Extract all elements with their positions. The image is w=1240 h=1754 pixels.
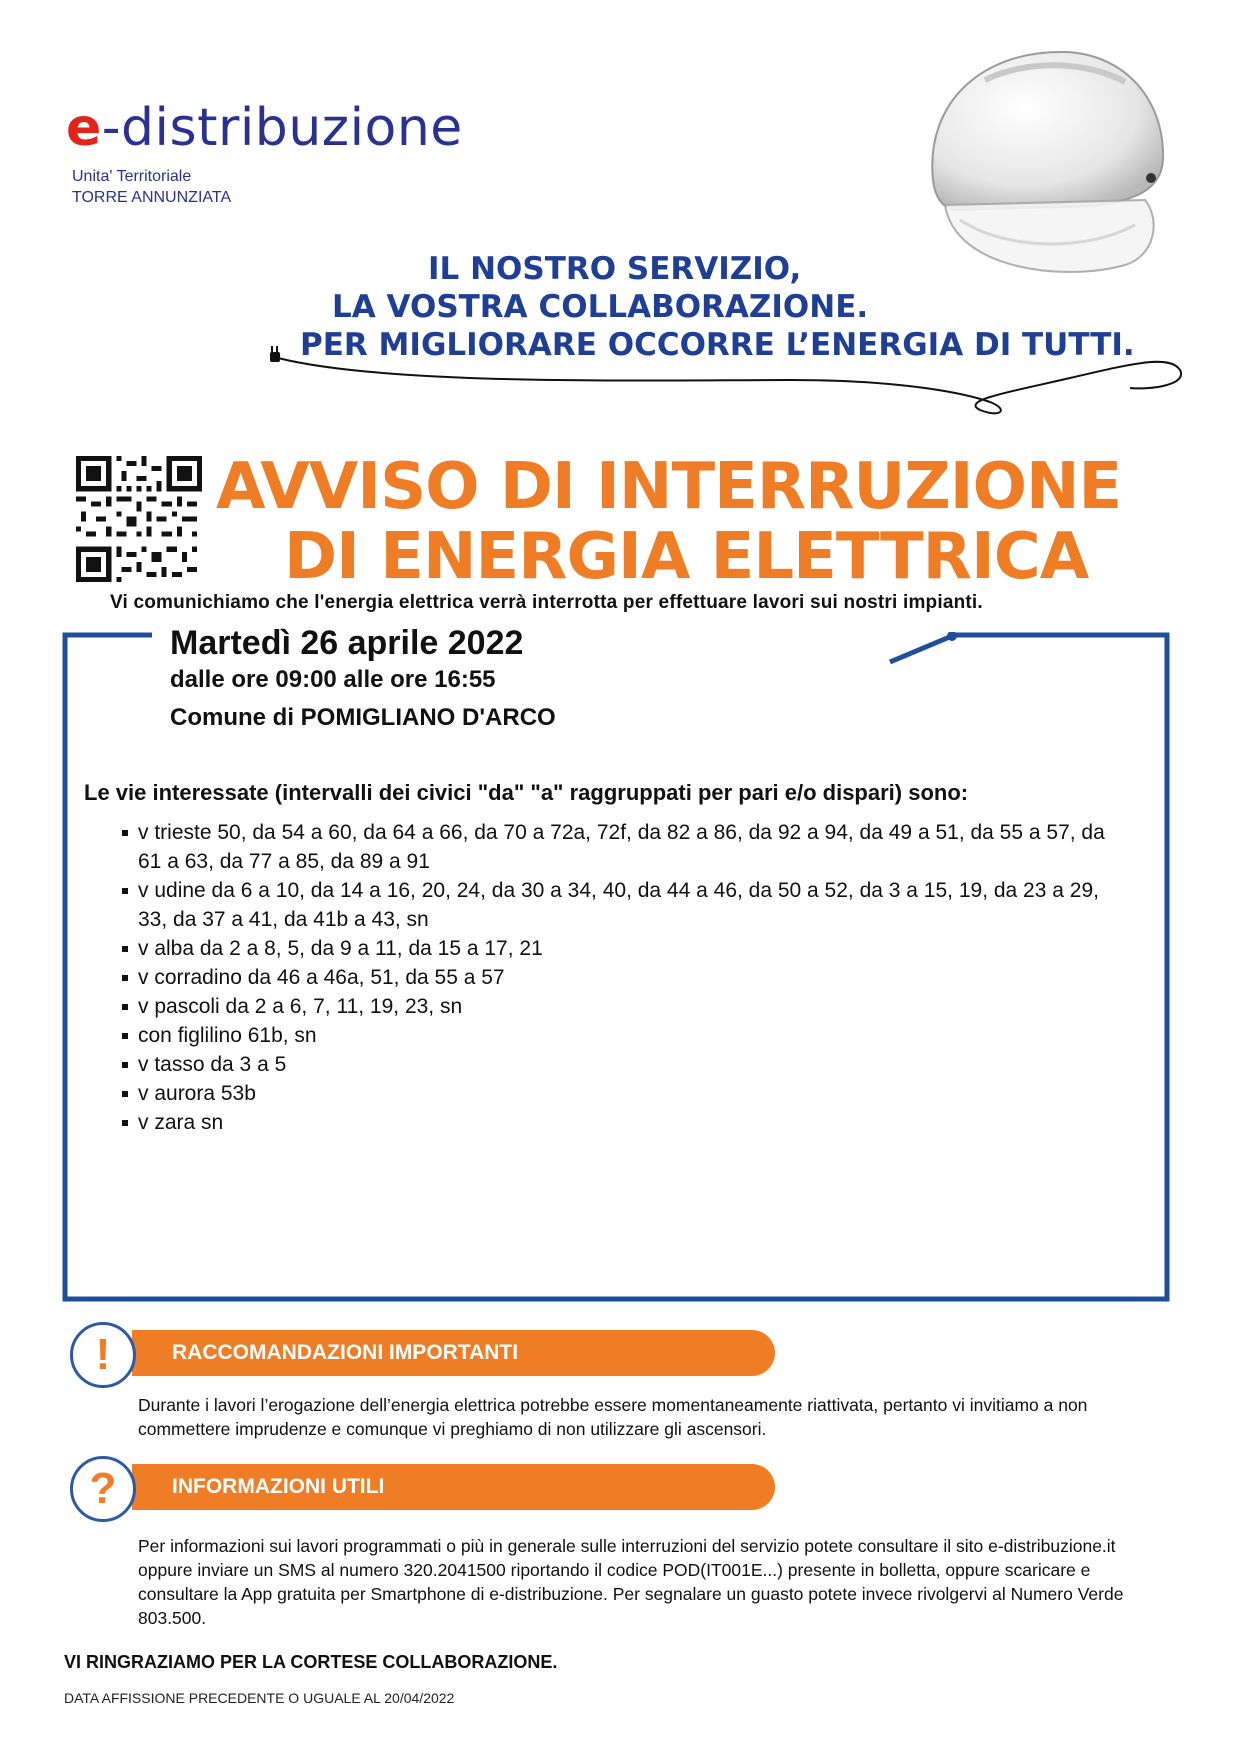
interruption-hours: dalle ore 09:00 alle ore 16:55	[170, 666, 496, 693]
list-item: v udine da 6 a 10, da 14 a 16, 20, 24, da 30 a 34, 40, da 44 a 46, da 50 a 52, da 3 a 15, 19, da 23 a 29, 33, da 37 a 41, da 41b a 43, sn	[120, 876, 1120, 934]
title-line2: DI ENERGIA ELETTRICA	[284, 520, 1089, 594]
list-item: v trieste 50, da 54 a 60, da 64 a 66, da 70 a 72a, 72f, da 82 a 86, da 92 a 94, da 49 a 51, da 55 a 57, da 61 a 63, da 77 a 85, da 89 a 91	[120, 818, 1120, 876]
info-heading: INFORMAZIONI UTILI	[132, 1464, 775, 1510]
intro-text: Vi comunichiamo che l'energia elettrica verrà interrotta per effettuare lavori sui nostri impianti.	[110, 592, 983, 613]
streets-intro: Le vie interessate (intervalli dei civici "da" "a" raggruppati per pari e/o dispari) sono:	[84, 780, 969, 805]
thanks-text: VI RINGRAZIAMO PER LA CORTESE COLLABORAZIONE.	[64, 1652, 558, 1672]
streets-list	[120, 818, 1120, 1137]
list-item: v aurora 53b	[120, 1079, 1120, 1108]
slogan-line3: PER MIGLIORARE OCCORRE L’ENERGIA DI TUTTI.	[300, 327, 1135, 363]
slogan-line2: LA VOSTRA COLLABORAZIONE.	[332, 289, 869, 325]
list-item: con figlilino 61b, sn	[120, 1021, 1120, 1050]
recommendations-heading: RACCOMANDAZIONI IMPORTANTI	[132, 1330, 775, 1376]
logo-text: -distribuzione	[101, 98, 463, 158]
unit-line2: TORRE ANNUNZIATA	[72, 189, 232, 206]
power-cable	[270, 340, 1190, 420]
list-item: v corradino da 46 a 46a, 51, da 55 a 57	[120, 963, 1120, 992]
title-line1: AVVISO DI INTERRUZIONE	[216, 450, 1122, 524]
territorial-unit	[72, 166, 231, 208]
notice-title	[216, 452, 1121, 592]
recommendations-text: Durante i lavori l’erogazione dell’energia elettrica potrebbe essere momentaneamente riattivata, pertanto vi invitiamo a non commettere imprudenze e comunque vi preghiamo di non utilizzare gli ascensori.	[138, 1395, 1088, 1439]
logo-e: e	[66, 98, 102, 158]
info-text: Per informazioni sui lavori programmati o più in generale sulle interruzioni del servizio potete consultare il sito e-distribuzione.it oppure inviare un SMS al numero 320.2041500 riportando il codice POD(IT001E...) presente in bolletta, oppure scaricare e consultare la App gratuita per Smartphone di e-distribuzione. Per segnalare un guasto potete invece rivolgervi al Numero Verde 803.500.	[138, 1536, 1124, 1628]
list-item: v zara sn	[120, 1108, 1120, 1137]
list-item: v pascoli da 2 a 6, 7, 11, 19, 23, sn	[120, 992, 1120, 1021]
interruption-date: Martedì 26 aprile 2022	[170, 624, 524, 662]
exclamation-icon: !	[70, 1322, 136, 1388]
slogan-line1: IL NOSTRO SERVIZIO,	[428, 251, 802, 287]
qr-code	[76, 456, 202, 582]
list-item: v tasso da 3 a 5	[120, 1050, 1120, 1079]
unit-line1: Unita' Territoriale	[72, 168, 192, 185]
question-icon: ?	[70, 1456, 136, 1522]
municipality: Comune di POMIGLIANO D'ARCO	[170, 704, 556, 731]
brand-logo	[66, 98, 463, 158]
helmet-image	[915, 20, 1175, 280]
affixion-date: DATA AFFISSIONE PRECEDENTE O UGUALE AL 20/04/2022	[64, 1690, 455, 1706]
list-item: v alba da 2 a 8, 5, da 9 a 11, da 15 a 17, 21	[120, 934, 1120, 963]
